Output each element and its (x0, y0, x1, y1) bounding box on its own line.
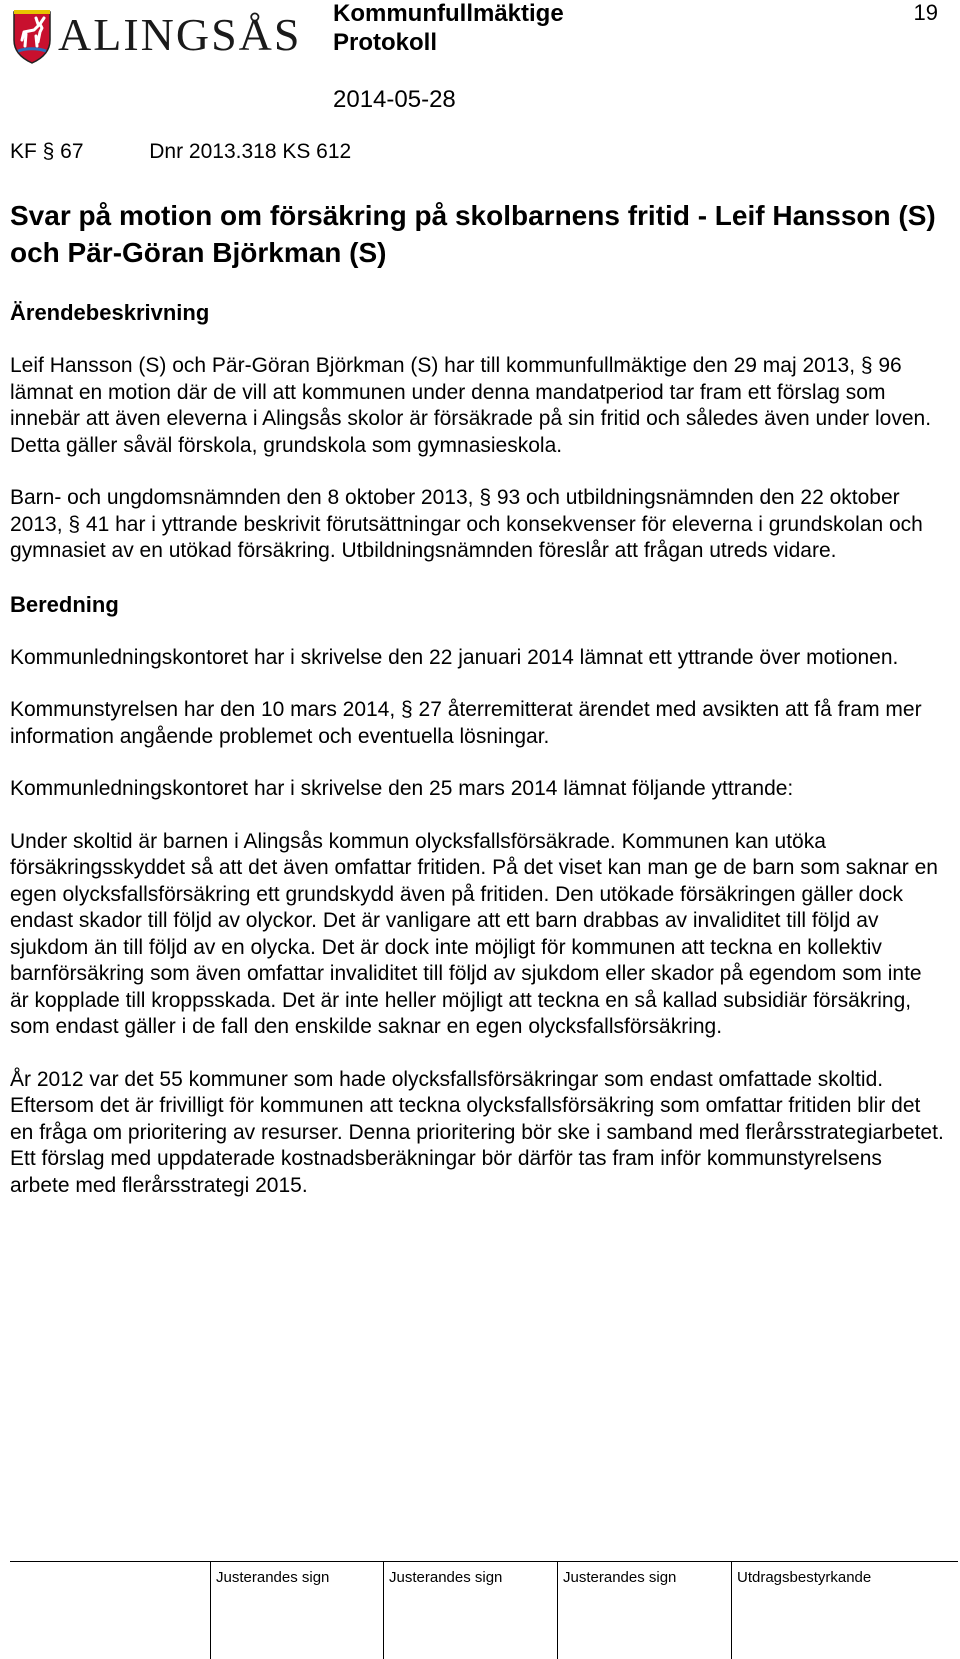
signature-field-3: Justerandes sign (563, 1569, 677, 1586)
document-body (10, 197, 945, 1225)
paragraph: Under skoltid är barnen i Alingsås kommun olycksfallsförsäkrade. Kommunen kan utöka försäkringsskyddet så att det även omfattar fritiden. På det viset kan man ge de barn som saknar en egen olycksfallsförsäkring ett grundskydd även på fritiden. Den utökade försäkringen gäller dock endast skador till följd av olyckor. Det är vanligare att ett barn drabbas av invaliditet till följd av sjukdom än till följd av en olycka. Det är dock inte möjligt för kommunen att teckna en kollektiv barnförsäkring som även omfattar invaliditet till följd av sjukdom eller skador på egendom som inte är kopplade till kroppsskada. Det är inte heller möjligt att teckna en så kallad subsidiär försäkring, som endast gäller i de fall den enskilde saknar en egen olycksfallsförsäkring. (10, 829, 938, 1038)
footer-rule (10, 1561, 958, 1562)
page-number: 19 (913, 0, 938, 25)
coat-of-arms-moose-icon (10, 6, 54, 64)
signature-field-1: Justerandes sign (216, 1569, 330, 1586)
section-heading-arendebeskrivning: Ärendebeskrivning (10, 300, 210, 325)
document-body-name: Kommunfullmäktige (333, 0, 564, 27)
footer-divider (731, 1561, 732, 1659)
diary-number: Dnr 2013.318 KS 612 (149, 140, 352, 163)
certification-field: Utdragsbestyrkande (737, 1569, 872, 1586)
footer-divider (557, 1561, 558, 1659)
meeting-date: 2014-05-28 (333, 86, 456, 113)
section-heading-beredning: Beredning (10, 591, 119, 617)
paragraph: Kommunstyrelsen har den 10 mars 2014, § 27 återremitterat ärendet med avsikten att få fram mer information angående problemet och eventuella lösningar. (10, 698, 922, 748)
paragraph-reference: KF § 67 (10, 140, 84, 163)
footer-divider (383, 1561, 384, 1659)
municipality-logo (10, 6, 300, 68)
reference-line (10, 139, 351, 165)
paragraph: Leif Hansson (S) och Pär-Göran Björkman (S) har till kommunfullmäktige den 29 maj 2013, § 96 lämnat en motion där de vill att kommunen under denna mandatperiod tar fram ett förslag som innebär att även eleverna i Alingsås skolor är försäkrade på sin fritid och således även under loven. Detta gäller såväl förskola, grundskola som gymnasieskola. (10, 354, 932, 457)
document-type: Protokoll (333, 29, 438, 56)
paragraph: År 2012 var det 55 kommuner som hade olycksfallsförsäkringar som endast omfattade skoltid. Eftersom det är frivilligt för kommunen att teckna olycksfallsförsäkring som omfattar fritiden blir det en fråga om prioritering av resurser. Denna prioritering bör ske i samband med flerårsstrategiarbetet. Ett förslag med uppdaterade kostnadsberäkningar bör därför tas fram inför kommunstyrelsens arbete med flerårsstrategi 2015. (10, 1067, 944, 1197)
paragraph: Kommunledningskontoret har i skrivelse den 25 mars 2014 lämnat följande yttrande: (10, 777, 794, 800)
signature-field-2: Justerandes sign (389, 1569, 503, 1586)
paragraph: Barn- och ungdomsnämnden den 8 oktober 2013, § 93 och utbildningsnämnden den 22 oktober 2013, § 41 har i yttrande beskrivit förutsättningar och konsekvenser för eleverna i grundskolan och gymnasiet av en utökad försäkring. Utbildningsnämnden föreslår att frågan utreds vidare. (10, 486, 923, 562)
document-title: Svar på motion om försäkring på skolbarnens fritid - Leif Hansson (S) och Pär-Göran Björkman (S) (10, 200, 936, 268)
footer-divider (210, 1561, 211, 1659)
logo-wordmark: ALINGSÅS (58, 9, 302, 60)
paragraph: Kommunledningskontoret har i skrivelse den 22 januari 2014 lämnat ett yttrande över motionen. (10, 645, 899, 669)
